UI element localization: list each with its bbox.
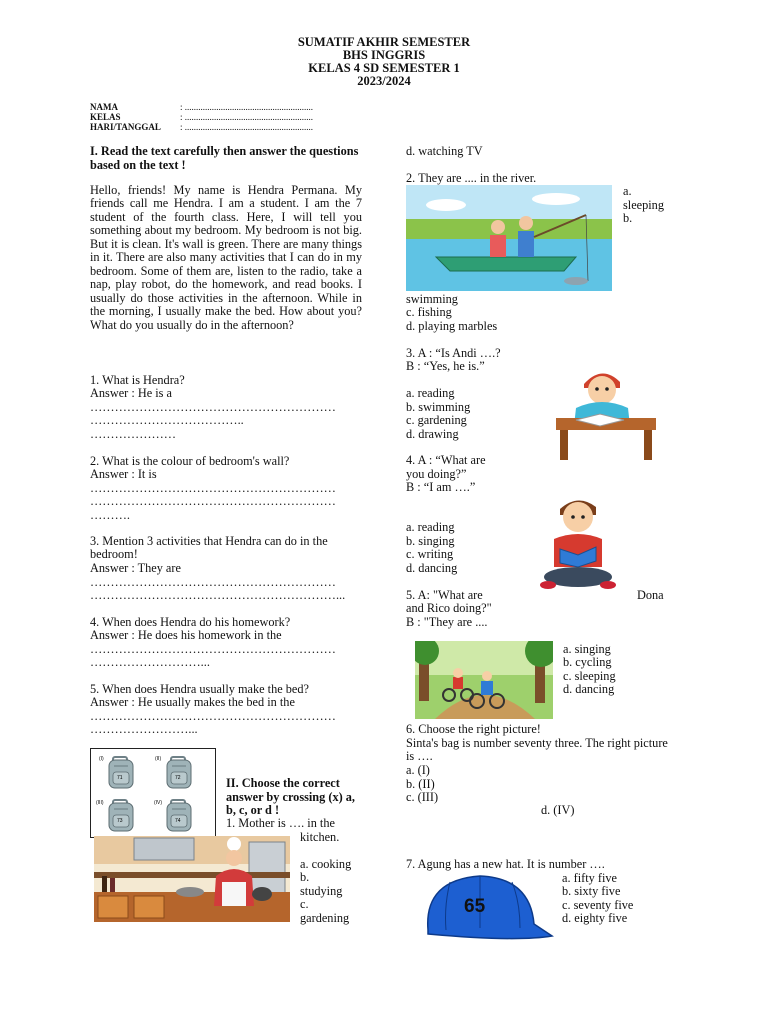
- q3-answer-line[interactable]: ……………………………………………………: [90, 576, 336, 589]
- s2-q4-option-c[interactable]: c. writing: [406, 547, 454, 561]
- drawing-boy-picture: [540, 364, 664, 462]
- cap-illustration: [420, 872, 554, 942]
- s2-q3-option-d[interactable]: d. drawing: [406, 427, 459, 441]
- q5-answer-line[interactable]: ……………………...: [90, 723, 198, 736]
- s2-q3-line1: 3. A : “Is Andi ….?: [406, 346, 501, 360]
- s2-q2-option-b[interactable]: b.: [623, 211, 633, 225]
- bag-label: (I): [99, 756, 104, 762]
- bags-illustration: [91, 749, 215, 837]
- bag-number: 71: [117, 775, 123, 781]
- q4-question: 4. When does Hendra do his homework?: [90, 615, 291, 629]
- s2-q1-question-cont: kitchen.: [300, 830, 340, 844]
- s2-q3-line2: B : “Yes, he is.”: [406, 359, 485, 373]
- identity-kelas-label: KELAS: [90, 112, 121, 122]
- reading-passage: Hello, friends! My name is Hendra Permana. My friends call me Hendra. I am a student. I am the 7 student of the fourth class. Here, I will tell you something about my bedroom. My bedroom is not big. But it is clean. It's wall is green. There are many things in it. There are also many activities that I can do in my bedroom. Some of them are, listen to the radio, take a nap, play robot, do the homework, and read books. I usually do those activities in the afternoon. While in the morning, I usually make the bed. How about you? What do you usually do in the afternoon?: [90, 183, 362, 332]
- bag-number: 73: [117, 818, 123, 824]
- s2-q6-line1: 6. Choose the right picture!: [406, 722, 541, 736]
- cycling-picture: [415, 641, 553, 719]
- identity-nama-label: NAMA: [90, 102, 118, 112]
- q1-answer-prefix: Answer : He is a: [90, 386, 172, 400]
- s2-q3-option-a[interactable]: a. reading: [406, 386, 455, 400]
- s2-q3-option-b[interactable]: b. swimming: [406, 400, 471, 414]
- identity-kelas-fill[interactable]: : .........................................................: [180, 112, 314, 122]
- s2-q7-option-b[interactable]: b. sixty five: [562, 884, 621, 898]
- s2-q1-option-c-text[interactable]: gardening: [300, 911, 350, 925]
- s2-q1-option-d[interactable]: d. watching TV: [406, 144, 483, 158]
- section2-instruction: II. Choose the correct answer by crossing (x) a, b, c, or d !: [226, 776, 356, 817]
- s2-q5-line2: and Rico doing?": [406, 601, 492, 615]
- reading-boy-illustration: [538, 493, 618, 593]
- s2-q5-line1: 5. A: "What are: [406, 588, 483, 602]
- s2-q6-option-b[interactable]: b. (II): [406, 777, 435, 791]
- q1-answer-line[interactable]: ………………………………..: [90, 414, 244, 427]
- bag-label: (III): [96, 800, 104, 806]
- q1-question: 1. What is Hendra?: [90, 373, 185, 387]
- identity-hari: [90, 122, 314, 132]
- q2-question: 2. What is the colour of bedroom's wall?: [90, 454, 290, 468]
- drawing-boy-illustration: [540, 364, 664, 462]
- s2-q2-option-d[interactable]: d. playing marbles: [406, 319, 498, 333]
- s2-q4-line1: 4. A : “What are: [406, 453, 486, 467]
- s2-q4-option-d[interactable]: d. dancing: [406, 561, 458, 575]
- bag-number: 74: [175, 818, 181, 824]
- s2-q2-option-c[interactable]: c. fishing: [406, 305, 452, 319]
- s2-q6-option-c[interactable]: c. (III): [406, 790, 439, 804]
- bag-label: (IV): [154, 800, 163, 806]
- q2-answer-prefix: Answer : It is: [90, 467, 157, 481]
- kitchen-illustration: [94, 836, 290, 922]
- title-line-3: KELAS 4 SD SEMESTER 1: [308, 61, 460, 75]
- river-illustration: [406, 185, 612, 291]
- s2-q5-option-b[interactable]: b. cycling: [563, 655, 612, 669]
- kitchen-picture: [94, 836, 290, 922]
- s2-q5-option-d[interactable]: d. dancing: [563, 682, 615, 696]
- title-line-4: 2023/2024: [357, 74, 411, 88]
- s2-q2-option-a-text[interactable]: sleeping: [623, 198, 664, 212]
- s2-q4-option-a[interactable]: a. reading: [406, 520, 455, 534]
- s2-q6-option-a[interactable]: a. (I): [406, 763, 430, 777]
- s2-q2-option-b-text[interactable]: swimming: [406, 292, 458, 306]
- s2-q5-line3: B : "They are ....: [406, 615, 488, 629]
- q5-answer-line[interactable]: ……………………………………………………: [90, 710, 336, 723]
- s2-q7-option-c[interactable]: c. seventy five: [562, 898, 634, 912]
- reading-boy-picture: [538, 493, 618, 593]
- s2-q4-line2: you doing?”: [406, 467, 467, 481]
- s2-q1-option-c[interactable]: c.: [300, 897, 309, 911]
- s2-q2-option-a[interactable]: a.: [623, 184, 632, 198]
- identity-hari-label: HARI/TANGGAL: [90, 122, 161, 132]
- identity-nama-fill[interactable]: : .........................................................: [180, 102, 314, 112]
- q2-answer-line[interactable]: ……………………………………………………: [90, 495, 336, 508]
- title-line-1: SUMATIF AKHIR SEMESTER: [297, 35, 471, 49]
- s2-q2-question: 2. They are .... in the river.: [406, 171, 537, 185]
- s2-q6-option-d[interactable]: d. (IV): [541, 803, 575, 817]
- q4-answer-line[interactable]: ……………………………………………………: [90, 643, 336, 656]
- identity-kelas: [90, 112, 314, 122]
- s2-q7-question: 7. Agung has a new hat. It is number ….: [406, 857, 605, 871]
- identity-nama: [90, 102, 314, 112]
- s2-q1-option-a[interactable]: a. cooking: [300, 857, 352, 871]
- q5-question: 5. When does Hendra usually make the bed?: [90, 682, 309, 696]
- s2-q4-option-b[interactable]: b. singing: [406, 534, 455, 548]
- cap-picture: [420, 872, 554, 942]
- cap-number: 65: [464, 896, 486, 917]
- title-line-2: BHS INGGRIS: [342, 48, 426, 62]
- q1-answer-line[interactable]: …………………: [90, 428, 177, 441]
- q1-answer-line[interactable]: ……………………………………………………: [90, 401, 336, 414]
- bag-label: (II): [155, 756, 162, 762]
- q3-answer-line[interactable]: ……………………………………………………...: [90, 589, 346, 602]
- s2-q3-option-c[interactable]: c. gardening: [406, 413, 467, 427]
- q5-answer-prefix: Answer : He usually makes the bed in the: [90, 695, 295, 709]
- section1-instruction: I. Read the text carefully then answer the questions based on the text !: [90, 144, 359, 172]
- q2-answer-line[interactable]: ……….: [90, 509, 130, 522]
- s2-q5-option-a[interactable]: a. singing: [563, 642, 611, 656]
- q3-answer-prefix: Answer : They are: [90, 561, 181, 575]
- s2-q7-option-d[interactable]: d. eighty five: [562, 911, 628, 925]
- s2-q4-line3: B : “I am ….”: [406, 480, 476, 494]
- s2-q1-option-b[interactable]: b.: [300, 870, 310, 884]
- river-picture: [406, 185, 612, 291]
- bags-picture: [90, 748, 216, 838]
- s2-q6-line2: Sinta's bag is number seventy three. The right picture is ….: [406, 736, 668, 764]
- s2-q1-question: 1. Mother is …. in the: [226, 816, 335, 830]
- cycling-illustration: [415, 641, 553, 719]
- q4-answer-prefix: Answer : He does his homework in the: [90, 628, 282, 642]
- s2-q7-option-a[interactable]: a. fifty five: [562, 871, 617, 885]
- s2-q5-option-c[interactable]: c. sleeping: [563, 669, 616, 683]
- s2-q1-option-b-text[interactable]: studying: [300, 884, 343, 898]
- q2-answer-line[interactable]: ……………………………………………………: [90, 482, 336, 495]
- q3-question: 3. Mention 3 activities that Hendra can do in the bedroom!: [90, 534, 328, 562]
- identity-hari-fill[interactable]: : .........................................................: [180, 122, 314, 132]
- q4-answer-line[interactable]: ………………………...: [90, 656, 210, 669]
- s2-q5-line1-name: Dona: [637, 588, 664, 602]
- bag-number: 72: [175, 775, 181, 781]
